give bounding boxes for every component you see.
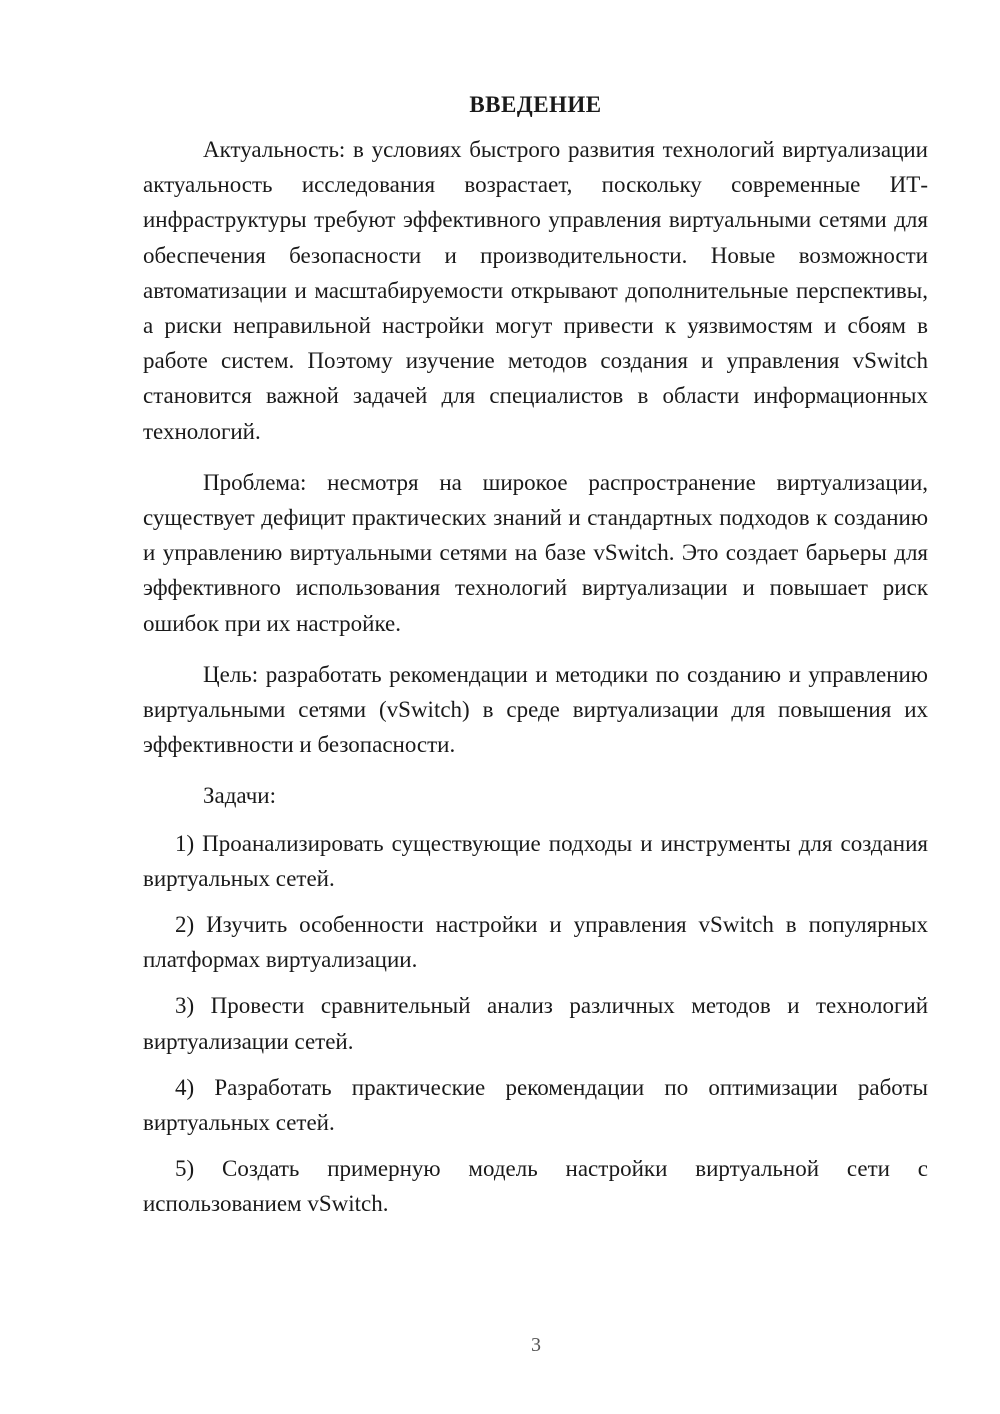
tasks-heading: Задачи: — [203, 783, 276, 809]
page-number: 3 — [531, 1334, 541, 1356]
paragraph-relevance: Актуальность: в условиях быстрого развития технологий виртуализации актуальность исследования возрастает, поскольку современные ИТ-инфраструктуры требуют эффективного управления виртуальными сетями для обеспечения безопасности и производительности. Новые возможности автоматизации и масштабируемости открывают дополнительные перспективы, а риски неправильной настройки могут привести к уязвимостям и сбоям в работе систем. Поэтому изучение методов создания и управления vSwitch становится важной задачей для специалистов в области информационных технологий. — [143, 137, 928, 444]
document-page — [143, 92, 928, 1233]
list-item: 3) Провести сравнительный анализ различных методов и технологий виртуализации сетей. — [143, 993, 928, 1054]
list-item: 2) Изучить особенности настройки и управления vSwitch в популярных платформах виртуализации. — [143, 912, 928, 973]
list-item: 1) Проанализировать существующие подходы и инструменты для создания виртуальных сетей. — [143, 830, 928, 891]
page-title: ВВЕДЕНИЕ — [469, 92, 602, 117]
paragraph-goal: Цель: разработать рекомендации и методики по созданию и управлению виртуальными сетями (vSwitch) в среде виртуализации для повышения их эффективности и безопасности. — [143, 661, 928, 758]
paragraph-problem: Проблема: несмотря на широкое распространение виртуализации, существует дефицит практических знаний и стандартных подходов к созданию и управлению виртуальными сетями на базе vSwitch. Это создает барьеры для эффективного использования технологий виртуализации и повышает риск ошибок при их настройке. — [143, 469, 928, 636]
tasks-list — [143, 826, 928, 1222]
list-item: 5) Создать примерную модель настройки виртуальной сети с использованием vSwitch. — [143, 1156, 928, 1217]
list-item: 4) Разработать практические рекомендации по оптимизации работы виртуальных сетей. — [143, 1074, 928, 1136]
